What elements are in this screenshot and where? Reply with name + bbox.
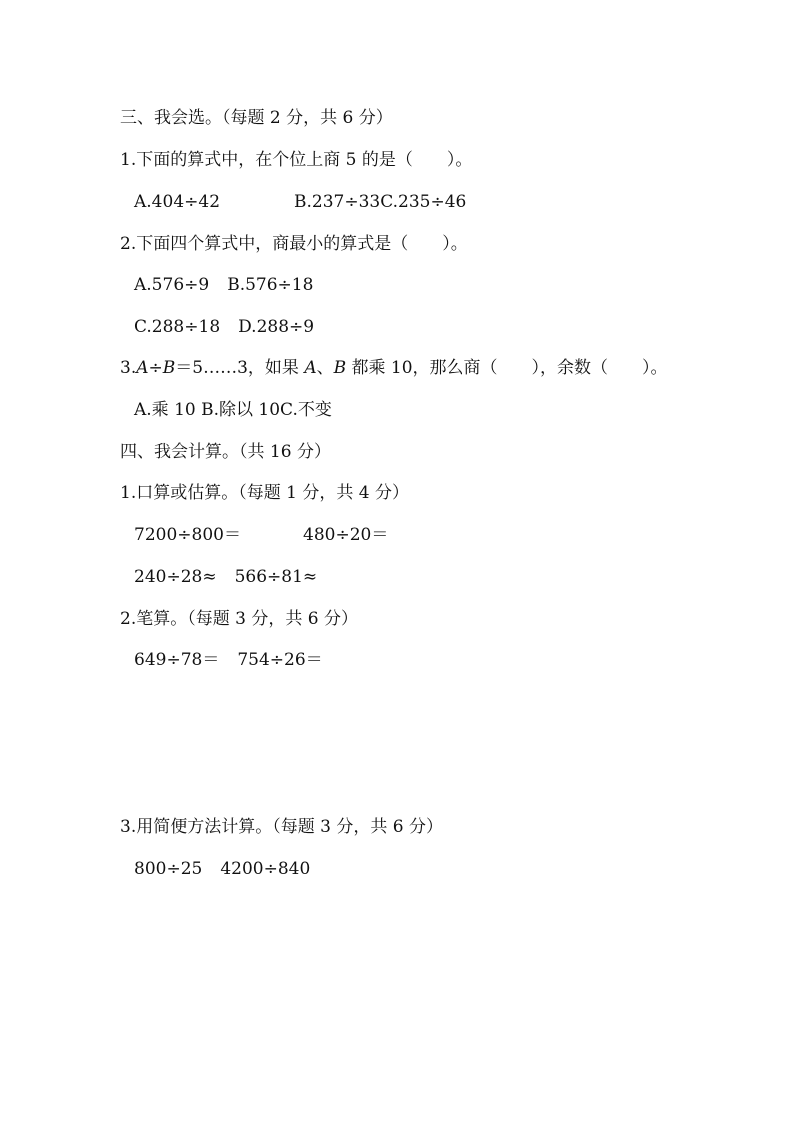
question-1-options	[134, 191, 466, 213]
question-1-stem-after: ）。	[446, 150, 473, 170]
part-3-expr-2: 4200÷840	[220, 859, 311, 879]
part-3-expr-1: 800÷25	[134, 859, 203, 879]
question-1-stem-before: 1.下面的算式中，在个位上商 5 的是（	[120, 150, 413, 170]
part-1-expr-1: 7200÷800＝	[134, 525, 241, 545]
question-3-var-a: A	[136, 358, 149, 378]
question-2-options-cd	[134, 316, 314, 338]
part-1-expr-4: 566÷81≈	[234, 567, 318, 587]
section-4-title: 四、我会计算。（共 16 分）	[120, 442, 331, 462]
question-2-option-a: A.576÷9	[134, 275, 210, 295]
question-3-mid2: 都乘 10，那么商（	[346, 358, 498, 378]
part-1-title: 1.口算或估算。（每题 1 分，共 4 分）	[120, 483, 409, 503]
question-2-stem	[120, 233, 468, 255]
question-3-var-b2: B	[333, 358, 347, 378]
part-2-expr-1: 649÷78＝	[134, 650, 220, 670]
part-2-row	[134, 649, 323, 671]
question-3-var-a2: A	[304, 358, 317, 378]
part-3-row	[134, 858, 310, 880]
question-3-var-b: B	[162, 358, 176, 378]
question-2-options-ab	[134, 274, 313, 296]
question-3-sep: 、	[316, 358, 334, 378]
question-3-div: ÷	[148, 358, 163, 378]
question-2-stem-after: ）。	[442, 234, 468, 254]
question-3-mid3: ），余数（	[531, 358, 609, 378]
part-1-row-2	[134, 566, 317, 588]
question-2-option-c: C.288÷18	[134, 317, 221, 337]
part-1-expr-2: 480÷20＝	[303, 525, 389, 545]
question-3-end: ）。	[642, 358, 668, 378]
question-2-option-d: D.288÷9	[238, 317, 315, 337]
question-1-option-a: A.404÷42	[134, 192, 221, 212]
question-3-prefix: 3.	[120, 358, 137, 378]
question-3-mid1: ＝5……3，如果	[175, 358, 305, 378]
part-3-title: 3.用简便方法计算。（每题 3 分，共 6 分）	[120, 817, 443, 837]
question-3-stem	[120, 357, 668, 379]
part-1-expr-3: 240÷28≈	[134, 567, 217, 587]
question-2-stem-before: 2.下面四个算式中，商最小的算式是（	[120, 234, 409, 254]
question-1-stem	[120, 149, 472, 171]
part-2-title: 2.笔算。（每题 3 分，共 6 分）	[120, 609, 358, 629]
section-3-title: 三、我会选。（每题 2 分，共 6 分）	[120, 108, 393, 128]
question-3-options: A.乘 10 B.除以 10C.不变	[134, 400, 332, 420]
part-2-expr-2: 754÷26＝	[237, 650, 323, 670]
question-1-option-b-c: B.237÷33C.235÷46	[294, 192, 467, 212]
question-2-option-b: B.576÷18	[227, 275, 314, 295]
